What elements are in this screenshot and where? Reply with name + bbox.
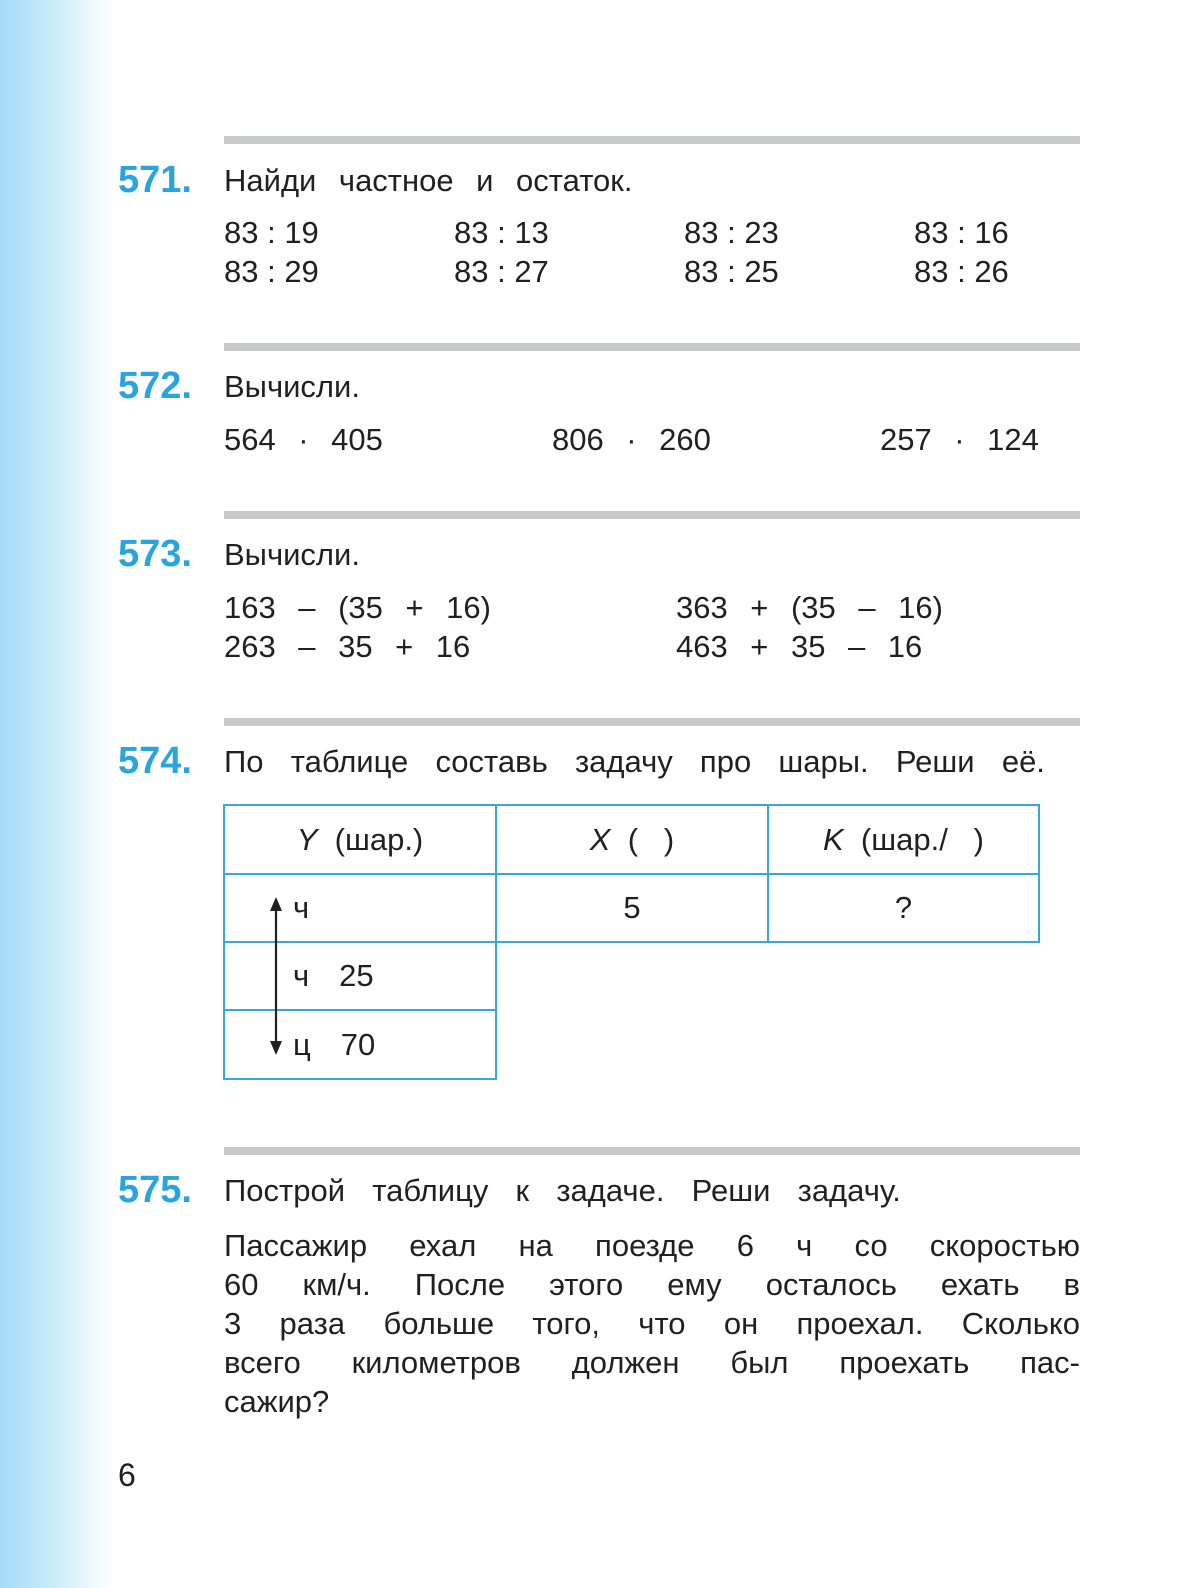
divider-rule [224,1147,1080,1155]
exercise-title: Построй таблицу к задаче. Реши задачу. [224,1173,901,1208]
expression: 163 – (35 + 16) [224,590,491,625]
expression: 806 · 260 [552,422,711,457]
cell-k-value: ? [894,890,913,925]
header-x-symbol: X [589,821,611,857]
expression: 83 : 29 [224,254,319,289]
table-row [223,1009,497,1080]
exercise-title: По таблице составь задачу про шары. Реши её. [224,744,1045,779]
expression: 363 + (35 – 16) [676,590,943,625]
expression: 83 : 23 [684,215,779,250]
page-edge-gradient [0,0,115,1588]
exercise-number: 572. [118,365,192,407]
divider-rule [224,136,1080,144]
problem-line: Пассажир ехал на поезде 6 ч со скоростью [224,1228,1080,1263]
row-label: ч [293,890,310,925]
header-y [223,804,497,875]
problem-line: 60 км/ч. После этого ему осталось ехать в [224,1267,1080,1302]
cell-x [495,873,769,943]
header-k [767,804,1040,875]
header-y-unit: (шар.) [334,821,424,857]
cell-x-value: 5 [623,890,641,925]
double-arrow-icon [266,895,286,1057]
header-k-symbol: K [823,821,844,857]
row-value: 25 [339,958,374,993]
expression: 83 : 16 [914,215,1009,250]
header-y-symbol: Y [296,821,318,857]
expression: 83 : 27 [454,254,549,289]
expression: 564 · 405 [224,422,383,457]
problem-line: сажир? [224,1384,330,1419]
expression: 83 : 25 [684,254,779,289]
table-row [223,941,497,1011]
divider-rule [224,343,1080,351]
expression: 463 + 35 – 16 [676,629,923,664]
header-k-unit: (шар./ ) [860,821,984,857]
expression: 83 : 13 [454,215,549,250]
exercise-title: Вычисли. [224,369,360,404]
problem-line: 3 раза больше того, что он проехал. Сколько [224,1306,1080,1341]
exercise-title: Найди частное и остаток. [224,163,633,198]
table-row [223,873,497,943]
expression: 83 : 19 [224,215,319,250]
exercise-number: 574. [118,740,192,782]
exercise-number: 573. [118,533,192,575]
expression: 83 : 26 [914,254,1009,289]
exercise-number: 571. [118,159,192,201]
expression: 257 · 124 [880,422,1039,457]
exercise-title: Вычисли. [224,537,360,572]
header-x-unit: ( ) [627,821,675,857]
problem-line: всего километров должен был проехать пас- [224,1345,1080,1380]
page-number: 6 [118,1457,136,1493]
problem-text [224,1226,1080,1421]
row-label: ц [293,1026,311,1062]
header-x [495,804,769,875]
expression: 263 – 35 + 16 [224,629,471,664]
divider-rule [224,511,1080,519]
row-label: ч [293,958,310,993]
cell-k [767,873,1040,943]
exercise-number: 575. [118,1169,192,1211]
divider-rule [224,718,1080,726]
row-value: 70 [340,1026,376,1062]
